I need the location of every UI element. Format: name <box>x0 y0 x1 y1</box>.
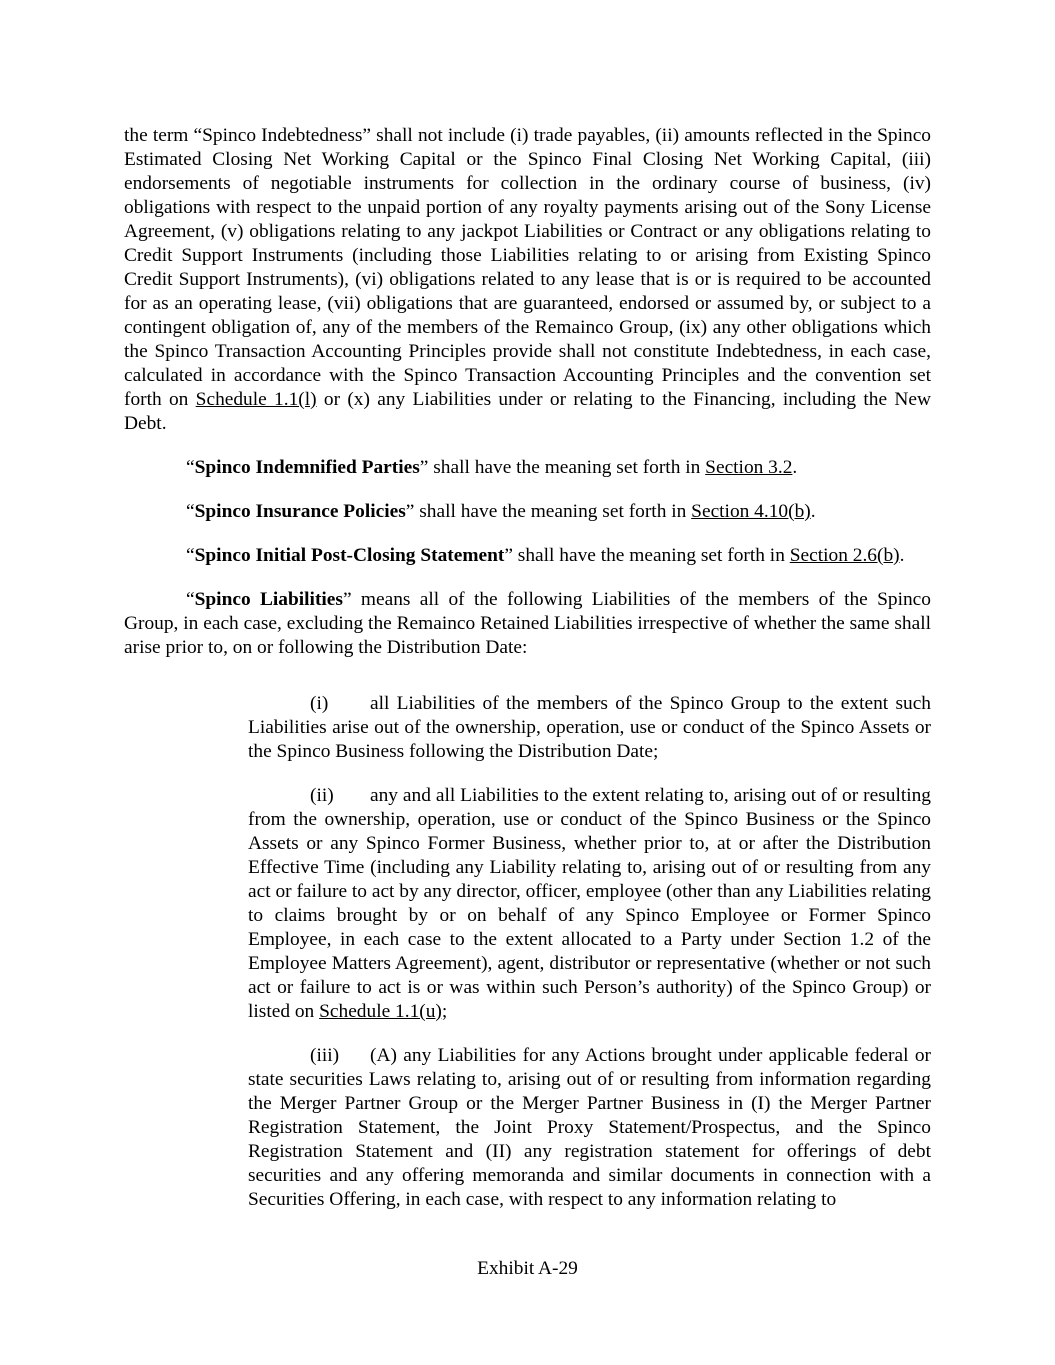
schedule-1-1-u-reference: Schedule 1.1(u) <box>319 1001 442 1022</box>
definition-spinco-indemnified-parties: “Spinco Indemnified Parties” shall have the meaning set forth in Section 3.2. <box>186 457 798 478</box>
clause-iii: (iii) (A) any Liabilities for any Actions brought under applicable federal or state securities Laws relating to, arising out of or resulting from information regarding the Merger Partner Group or the Merger Partner Business in (I) the Merger Partner Registration Statement, the Joint Proxy Statement/Prospectus, and the Spinco Registration Statement and (II) any registration statement for offerings of debt securities and any offering memoranda and similar documents in connection with a Securities Offering, in each case, with respect to any information relating to <box>248 1045 931 1210</box>
defined-term: Spinco Initial Post-Closing Statement <box>194 545 505 566</box>
section-reference: Section 2.6(b) <box>789 545 900 566</box>
intro-paragraph: the term “Spinco Indebtedness” shall not include (i) trade payables, (ii) amounts reflected in the Spinco Estimated Closing Net Working Capital or the Spinco Final Closing Net Working Capital, (iii) endorsements of negotiable instruments for collection in the ordinary course of business, (iv) obligations with respect to the unpaid portion of any royalty payments arising out of the Sony License Agreement, (v) obligations relating to any jackpot Liabilities or Contract or any obligations relating to Credit Support Instruments (including those Liabilities relating to or arising from Existing Spinco Credit Support Instruments), (vi) obligations related to any lease that is or is required to be accounted for as an operating lease, (vii) obligations that are guaranteed, endorsed or assumed by, or subject to a contingent obligation of, any of the members of the Remainco Group, (ix) any other obligations which the Spinco Transaction Accounting Principles provide shall not constitute Indebtedness, in each case, calculated in accordance with the Spinco Transaction Accounting Principles and the convention set forth on Schedule 1.1(l) or (x) any Liabilities under or relating to the Financing, including the New Debt. <box>124 125 932 434</box>
schedule-1-1-l-reference: Schedule 1.1(l) <box>195 389 317 410</box>
clause-number: (i) <box>310 693 329 714</box>
definition-spinco-liabilities: “Spinco Liabilities” means all of the following Liabilities of the members of the Spinco Group, in each case, excluding the Remainco Retained Liabilities irrespective of whether the same shall arise prior to, on or following the Distribution Date: <box>124 589 931 658</box>
section-reference: Section 4.10(b) <box>691 501 811 522</box>
section-reference: Section 3.2 <box>705 457 793 478</box>
document-page <box>124 124 931 1232</box>
definition-spinco-insurance-policies: “Spinco Insurance Policies” shall have the meaning set forth in Section 4.10(b). <box>186 501 816 522</box>
clause-number: (ii) <box>310 785 334 806</box>
defined-term: Spinco Liabilities <box>194 589 343 610</box>
clause-i: (i) all Liabilities of the members of the Spinco Group to the extent such Liabilities arise out of the ownership, operation, use or conduct of the Spinco Assets or the Spinco Business following the Distribution Date; <box>248 693 931 762</box>
defined-term: Spinco Insurance Policies <box>194 501 406 522</box>
definition-spinco-initial-post-closing-statement: “Spinco Initial Post-Closing Statement” shall have the meaning set forth in Section 2.6(b). <box>186 545 905 566</box>
clause-number: (iii) <box>310 1045 340 1066</box>
clause-ii: (ii) any and all Liabilities to the extent relating to, arising out of or resulting from the ownership, operation, use or conduct of the Spinco Business or the Spinco Assets or any Spinco Former Business, whether prior to, at or after the Distribution Effective Time (including any Liability relating to, arising out of or resulting from any act or failure to act by any director, officer, employee (other than any Liabilities relating to claims brought by or on behalf of any Spinco Employee or Former Spinco Employee, in each case to the extent allocated to a Party under Section 1.2 of the Employee Matters Agreement), agent, distributor or representative (whether or not such act or failure to act is or was within such Person’s authority) of the Spinco Group) or listed on Schedule 1.1(u); <box>248 785 931 1022</box>
defined-term: Spinco Indemnified Parties <box>194 457 420 478</box>
page-footer: Exhibit A-29 <box>477 1258 578 1279</box>
